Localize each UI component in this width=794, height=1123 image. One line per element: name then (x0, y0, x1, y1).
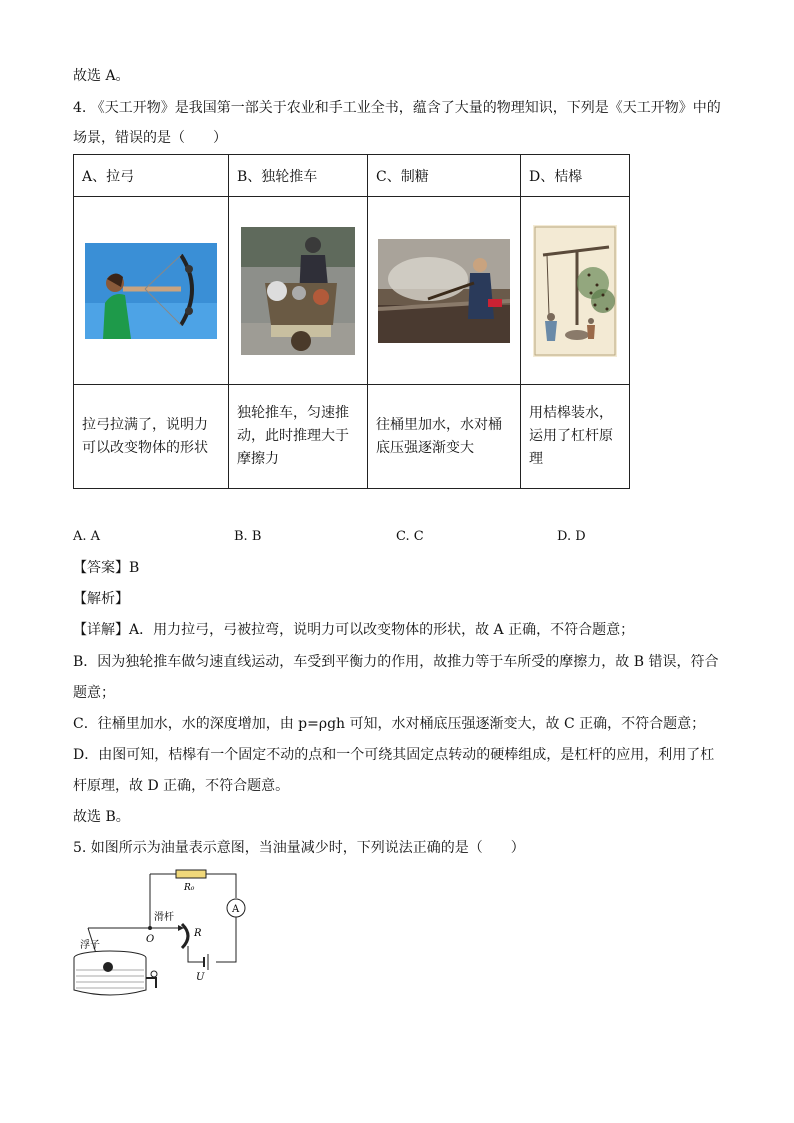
question-5-stem: 5. 如图所示为油量表示意图，当油量减少时，下列说法正确的是（ ） (73, 840, 525, 856)
sugar-making-photo (378, 239, 510, 343)
label-pivot: O (146, 934, 155, 945)
label-r0: R₀ (184, 883, 195, 893)
header-d: D、桔槔 (521, 155, 630, 197)
label-slider: 滑杆 (154, 912, 174, 923)
scenes-table (73, 154, 630, 489)
description-b: 独轮推车，匀速推动，此时推理大于摩擦力 (229, 385, 368, 489)
analysis-label: 【解析】 (73, 591, 129, 607)
shadoof-painting (533, 225, 617, 357)
detail-b-line1: B．因为独轮推车做匀速直线运动，车受到平衡力的作用，故推力等于车所受的摩擦力，故 B 错误，符合 (73, 654, 719, 670)
previous-answer: 故选 A。 (73, 68, 130, 84)
detail-b-line2: 题意； (73, 685, 115, 701)
option-a: A. A (73, 529, 101, 544)
wheelbarrow-photo (241, 227, 355, 355)
image-cell-b (229, 197, 368, 385)
question-4-stem-line2: 场景，错误的是（ ） (73, 130, 227, 146)
label-voltage: U (196, 972, 205, 983)
label-ammeter: A (232, 904, 240, 915)
header-c: C、制糖 (368, 155, 521, 197)
description-c: 往桶里加水，水对桶底压强逐渐变大 (368, 385, 521, 489)
image-cell-a (74, 197, 229, 385)
description-a: 拉弓拉满了，说明力可以改变物体的形状 (74, 385, 229, 489)
header-b: B、独轮推车 (229, 155, 368, 197)
label-float: 浮子 (80, 940, 100, 951)
option-b: B. B (234, 529, 262, 544)
r0-resistor (176, 870, 206, 878)
detail-c: C．往桶里加水，水的深度增加，由 p=ρgh 可知，水对桶底压强逐渐变大，故 C 正确，不符合题意； (73, 716, 706, 732)
description-d: 用桔槔装水，运用了杠杆原理 (521, 385, 630, 489)
archer-photo (85, 243, 217, 339)
detail-a: 【详解】A．用力拉弓，弓被拉弯，说明力可以改变物体的形状，故 A 正确，不符合题意； (73, 622, 635, 638)
option-c: C. C (396, 529, 424, 544)
final-answer: 故选 B。 (73, 809, 130, 825)
float-ball (103, 962, 113, 972)
detail-d-line1: D．由图可知，桔槔有一个固定不动的点和一个可绕其固定点转动的硬棒组成，是杠杆的应用，利用了杠 (73, 747, 715, 763)
fuel-gauge-circuit-diagram (70, 866, 250, 1006)
label-resistor: R (194, 928, 202, 939)
question-4-stem-line1: 4. 《天工开物》是我国第一部关于农业和手工业全书，蕴含了大量的物理知识，下列是《天工开物》中的 (73, 100, 721, 116)
image-cell-c (368, 197, 521, 385)
image-cell-d (521, 197, 630, 385)
answer: 【答案】B (73, 560, 140, 576)
detail-d-line2: 杆原理，故 D 正确，不符合题意。 (73, 778, 290, 794)
header-a: A、拉弓 (74, 155, 229, 197)
option-d: D. D (557, 529, 586, 544)
